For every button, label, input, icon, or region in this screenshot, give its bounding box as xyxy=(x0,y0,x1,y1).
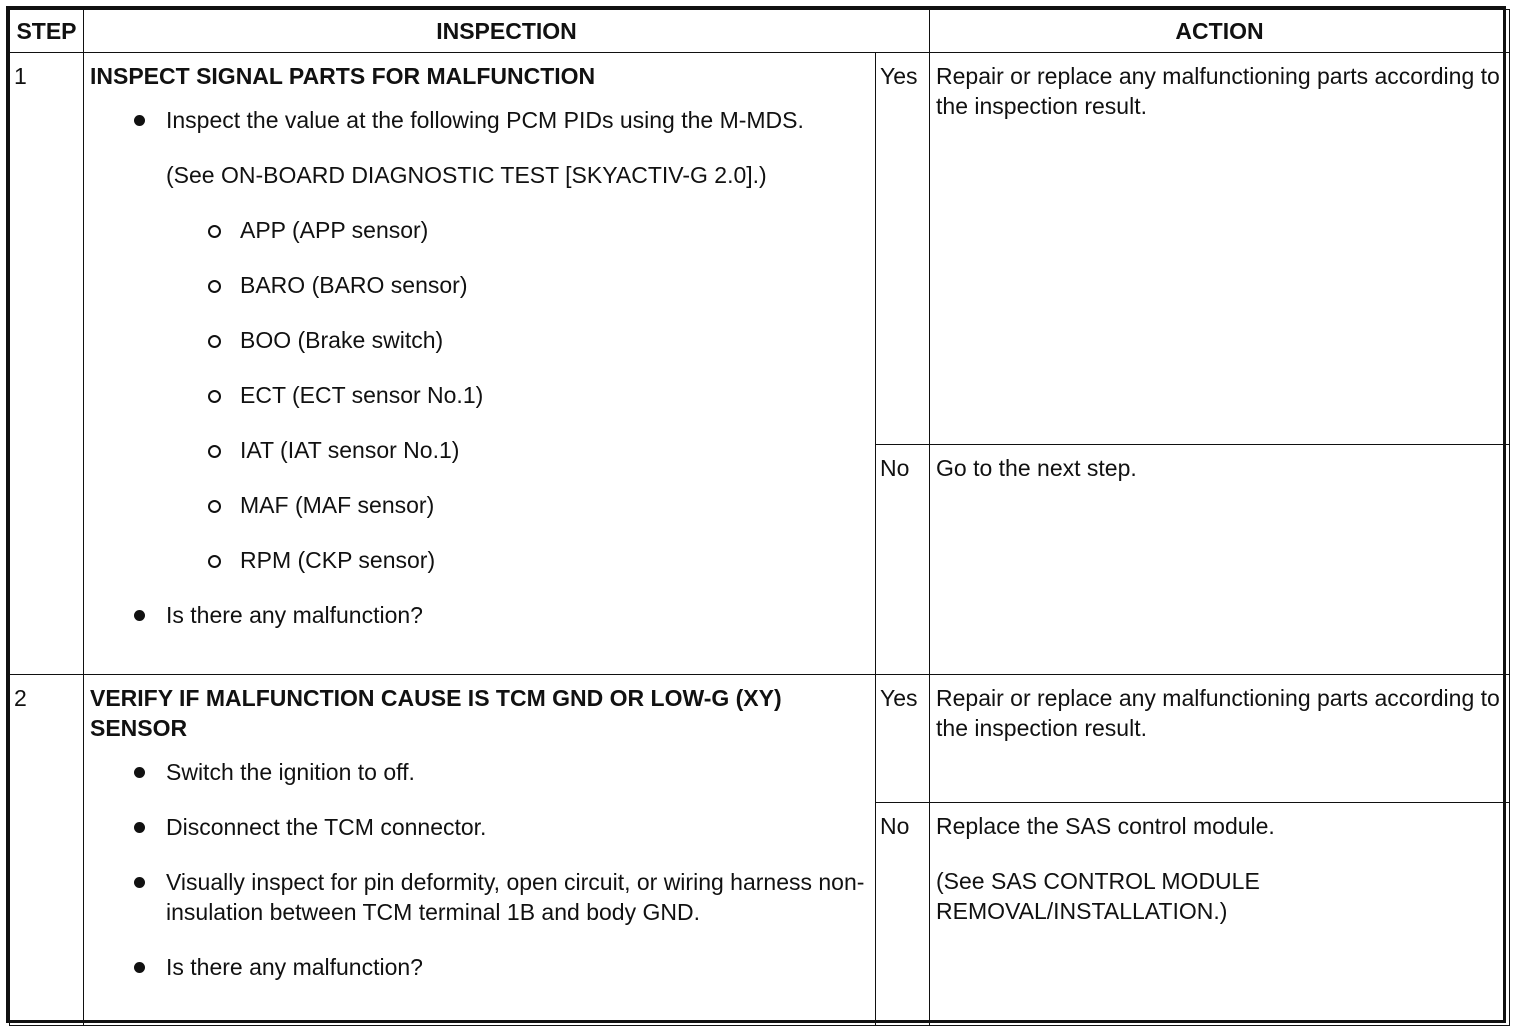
pid-item: IAT (IAT sensor No.1) xyxy=(208,435,869,465)
pid-item: BARO (BARO sensor) xyxy=(208,270,869,300)
bullet-item xyxy=(134,105,869,575)
bullet-list xyxy=(90,757,869,982)
reference-note: (See ON-BOARD DIAGNOSTIC TEST [SKYACTIV-G 2.0].) xyxy=(166,162,767,188)
table-row xyxy=(10,675,1510,803)
yes-label: Yes xyxy=(876,675,930,803)
action-text: Repair or replace any malfunctioning parts according to the inspection result. xyxy=(936,63,1500,119)
pid-item: BOO (Brake switch) xyxy=(208,325,869,355)
bullet-item: Is there any malfunction? xyxy=(134,952,869,982)
bullet-text: Inspect the value at the following PCM PIDs using the M-MDS. xyxy=(166,107,804,133)
reference-note: (See SAS CONTROL MODULE REMOVAL/INSTALLATION.) xyxy=(936,868,1260,924)
action-text: Go to the next step. xyxy=(936,455,1137,481)
header-step: STEP xyxy=(10,10,84,53)
inspection-title: VERIFY IF MALFUNCTION CAUSE IS TCM GND OR LOW-G (XY) SENSOR xyxy=(90,685,782,741)
step-number: 2 xyxy=(10,675,84,1026)
yes-action xyxy=(930,53,1510,445)
diagnostic-procedure-sheet xyxy=(6,6,1506,1023)
inspection-cell xyxy=(84,675,876,1026)
step-number: 1 xyxy=(10,53,84,675)
table-row xyxy=(10,53,1510,445)
no-action xyxy=(930,803,1510,1026)
action-text: Repair or replace any malfunctioning parts according to the inspection result. xyxy=(936,685,1500,741)
bullet-item: Is there any malfunction? xyxy=(134,600,869,630)
bullet-item: Disconnect the TCM connector. xyxy=(134,812,869,842)
no-label: No xyxy=(876,445,930,675)
no-label: No xyxy=(876,803,930,1026)
pid-item: APP (APP sensor) xyxy=(208,215,869,245)
action-text: Replace the SAS control module. xyxy=(936,813,1275,839)
header-action: ACTION xyxy=(930,10,1510,53)
pid-item: RPM (CKP sensor) xyxy=(208,545,869,575)
diagnostic-procedure-table xyxy=(9,9,1510,1026)
inspection-cell xyxy=(84,53,876,675)
no-action xyxy=(930,445,1510,675)
pid-item: MAF (MAF sensor) xyxy=(208,490,869,520)
header-inspection: INSPECTION xyxy=(84,10,930,53)
bullet-list xyxy=(90,105,869,630)
yes-label: Yes xyxy=(876,53,930,445)
bullet-item: Visually inspect for pin deformity, open circuit, or wiring harness non-insulation between TCM terminal 1B and body GND. xyxy=(134,867,869,927)
inspection-title: INSPECT SIGNAL PARTS FOR MALFUNCTION xyxy=(90,63,596,89)
table-header-row xyxy=(10,10,1510,53)
pid-item: ECT (ECT sensor No.1) xyxy=(208,380,869,410)
bullet-item: Switch the ignition to off. xyxy=(134,757,869,787)
yes-action xyxy=(930,675,1510,803)
pid-list xyxy=(166,215,869,575)
